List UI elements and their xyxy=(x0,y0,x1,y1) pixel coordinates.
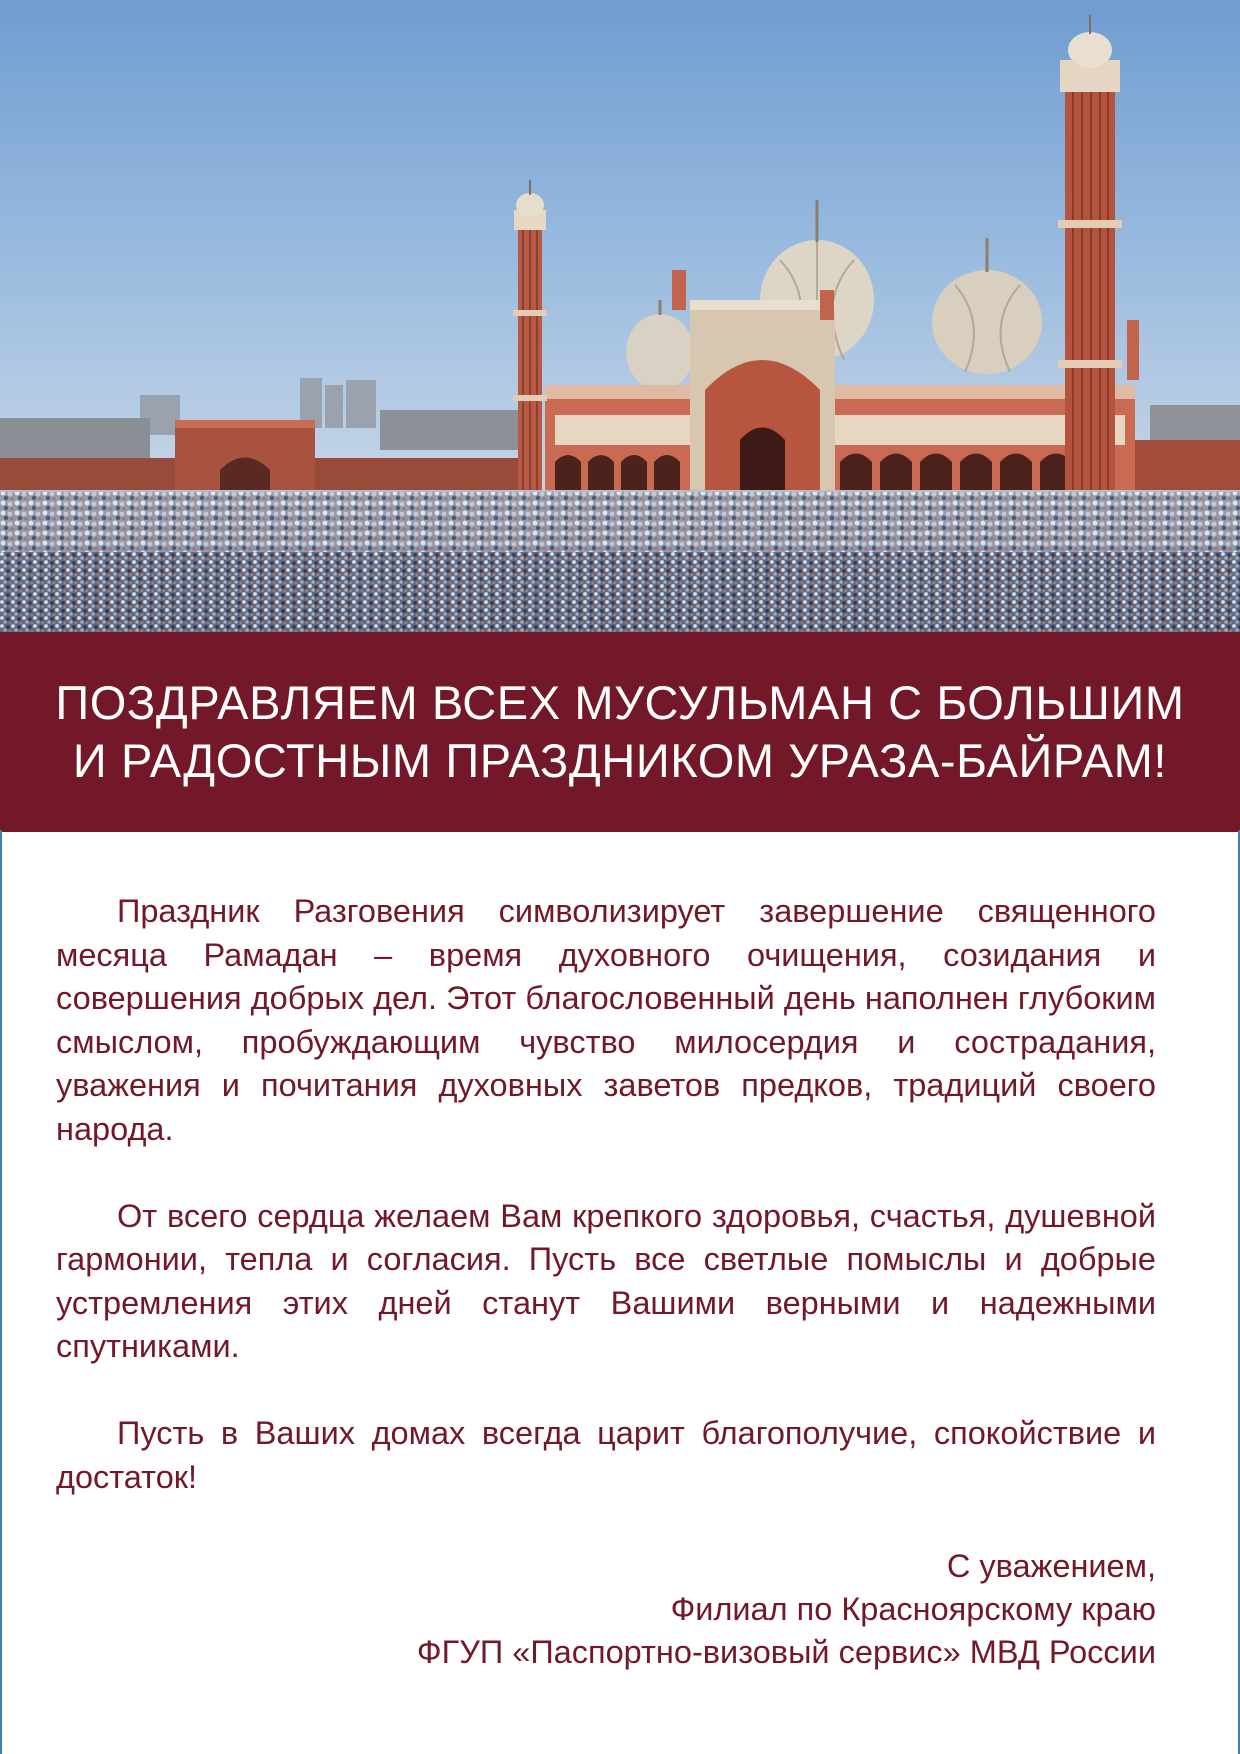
mosque-photo xyxy=(0,0,1240,632)
right-minaret xyxy=(1058,15,1122,505)
paragraph-2: От всего сердца желаем Вам крепкого здоровья, счастья, душевной гармонии, тепла и согласия. Пусть все светлые помыслы и добрые устремления этих дней станут Вашими верными и надежными спутниками. xyxy=(56,1197,1156,1364)
left-minaret xyxy=(513,180,547,495)
right-wall xyxy=(1130,440,1240,495)
greeting-body xyxy=(56,890,1156,1543)
greeting-title-line-1: ПОЗДРАВЛЯЕМ ВСЕХ МУСУЛЬМАН С БОЛЬШИМ xyxy=(55,676,1185,729)
signature-block xyxy=(417,1545,1156,1674)
paragraph-1: Праздник Разговения символизирует завершение священного месяца Рамадан – время духовного очищения, созидания и совершения добрых дел. Этот благословенный день наполнен глубоким смыслом, пробуждающим чувство милосердия и сострадания, уважения и почитания духовных заветов предков, традиций своего народа. xyxy=(56,893,1156,1147)
greeting-title xyxy=(15,674,1224,790)
signature-branch: Филиал по Красноярскому краю xyxy=(670,1591,1156,1627)
left-frame-line xyxy=(0,830,2,1754)
crowd xyxy=(0,490,1240,632)
greeting-title-line-2: И РАДОСТНЫМ ПРАЗДНИКОМ УРАЗА-БАЙРАМ! xyxy=(72,734,1168,787)
signature-regards: С уважением, xyxy=(946,1548,1156,1584)
paragraph-3: Пусть в Ваших домах всегда царит благополучие, спокойствие и достаток! xyxy=(56,1415,1156,1495)
greeting-banner xyxy=(0,632,1240,832)
signature-organization: ФГУП «Паспортно-визовый сервис» МВД России xyxy=(416,1634,1156,1670)
